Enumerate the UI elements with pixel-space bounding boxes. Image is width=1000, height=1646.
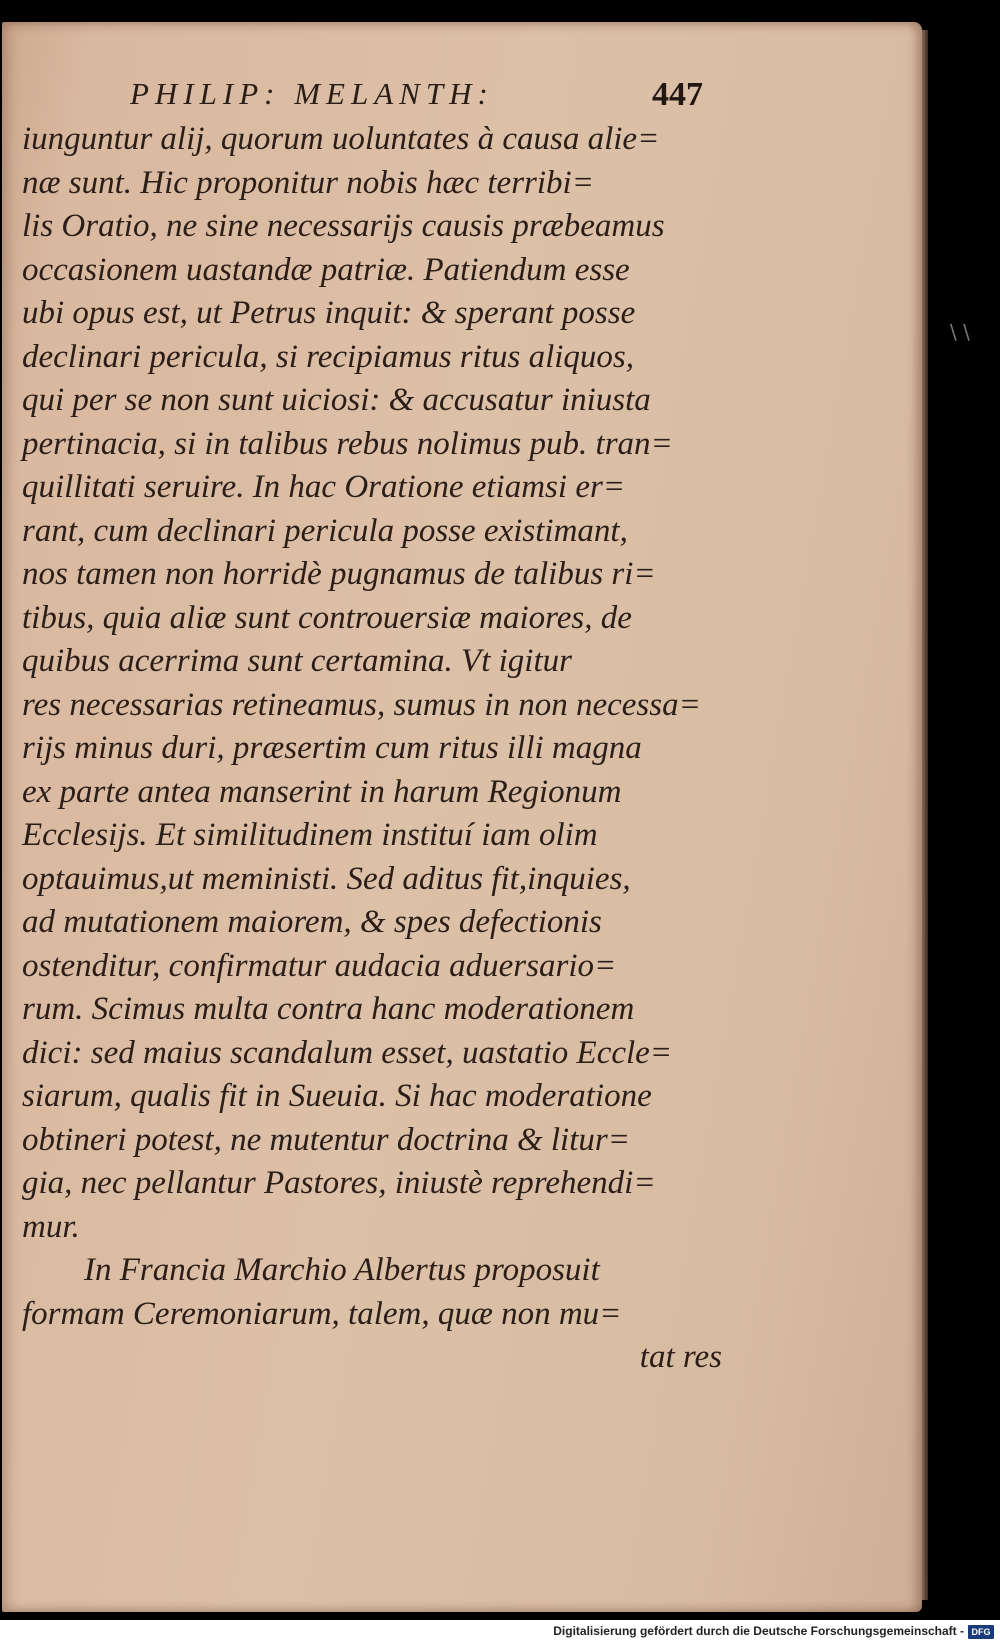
catchword: tat res	[639, 1339, 722, 1375]
text-line: occasionem uastandæ patriæ. Patiendum esse	[22, 251, 630, 288]
text-line: rijs minus duri, præsertim cum ritus illi magna	[22, 730, 642, 766]
dfg-logo: DFG	[968, 1625, 994, 1639]
body-text	[22, 118, 722, 1380]
text-line: In Francia Marchio Albertus proposuit	[84, 1252, 600, 1288]
margin-mark: \ \	[950, 320, 970, 344]
text-line: mur.	[22, 1208, 80, 1245]
page-number: 447	[652, 76, 703, 113]
text-line: rant, cum declinari pericula posse existimant,	[22, 512, 628, 549]
text-line: rum. Scimus multa contra hanc moderationem	[22, 991, 635, 1027]
text-line: obtineri potest, ne mutentur doctrina & litur=	[22, 1121, 630, 1158]
running-head: PHILIP: MELANTH:	[130, 76, 494, 111]
footer-bar	[0, 1620, 1000, 1646]
text-line: næ sunt. Hic proponitur nobis hæc terribi=	[22, 164, 594, 201]
text-line: ad mutationem maiorem, & spes defectionis	[22, 904, 602, 940]
text-line: tibus, quia aliæ sunt controuersiæ maiores, de	[22, 599, 632, 636]
text-line: pertinacia, si in talibus rebus nolimus pub. tran=	[22, 425, 673, 462]
text-line: lis Oratio, ne sine necessarijs causis præbeamus	[22, 208, 665, 244]
text-line: siarum, qualis fit in Sueuia. Si hac moderatione	[22, 1078, 652, 1114]
text-line: ex parte antea manserint in harum Regionum	[22, 773, 622, 810]
text-line: quibus acerrima sunt certamina. Vt igitur	[22, 643, 572, 679]
text-line: ostenditur, confirmatur audacia aduersario=	[22, 947, 617, 984]
text-line: formam Ceremoniarum, talem, quæ non mu=	[22, 1295, 622, 1332]
text-line: Ecclesijs. Et similitudinem instituí iam olim	[22, 817, 598, 853]
funding-credit: Digitalisierung gefördert durch die Deutsche Forschungsgemeinschaft -	[553, 1624, 964, 1638]
text-line: iunguntur alij, quorum uoluntates à causa alie=	[22, 121, 660, 157]
text-line: dici: sed maius scandalum esset, uastatio Eccle=	[22, 1034, 673, 1071]
text-line: gia, nec pellantur Pastores, iniustè reprehendi=	[22, 1165, 656, 1201]
text-line: optauimus,ut meministi. Sed aditus fit,inquies,	[22, 860, 631, 897]
text-line: quillitati seruire. In hac Oratione etiamsi er=	[22, 469, 626, 505]
text-line: qui per se non sunt uiciosi: & accusatur iniusta	[22, 382, 651, 418]
text-line: res necessarias retineamus, sumus in non necessa=	[22, 686, 701, 723]
text-line: declinari pericula, si recipiamus ritus aliquos,	[22, 338, 634, 375]
page-edge	[922, 30, 928, 1600]
text-line: ubi opus est, ut Petrus inquit: & sperant posse	[22, 295, 636, 331]
text-line: nos tamen non horridè pugnamus de talibus ri=	[22, 556, 656, 592]
